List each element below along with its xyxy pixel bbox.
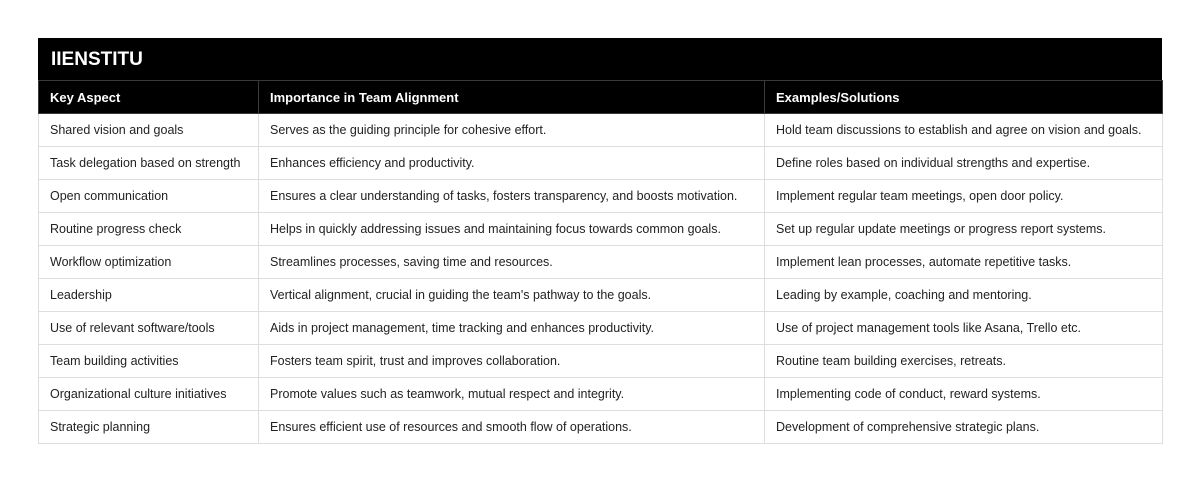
examples-cell: Set up regular update meetings or progress report systems. bbox=[765, 213, 1163, 246]
table-row bbox=[39, 114, 1163, 147]
examples-cell: Leading by example, coaching and mentoring. bbox=[765, 279, 1163, 312]
importance-cell: Aids in project management, time tracking and enhances productivity. bbox=[259, 312, 765, 345]
examples-cell: Development of comprehensive strategic plans. bbox=[765, 411, 1163, 444]
table-row bbox=[39, 411, 1163, 444]
table-row bbox=[39, 180, 1163, 213]
importance-cell: Fosters team spirit, trust and improves collaboration. bbox=[259, 345, 765, 378]
key-aspect-cell: Use of relevant software/tools bbox=[39, 312, 259, 345]
importance-cell: Ensures efficient use of resources and smooth flow of operations. bbox=[259, 411, 765, 444]
importance-cell: Serves as the guiding principle for cohesive effort. bbox=[259, 114, 765, 147]
brand-title: IIENSTITU bbox=[38, 38, 1162, 80]
examples-cell: Implement regular team meetings, open door policy. bbox=[765, 180, 1163, 213]
table-header bbox=[39, 81, 1163, 114]
table-row bbox=[39, 312, 1163, 345]
header-row bbox=[39, 81, 1163, 114]
examples-cell: Define roles based on individual strengths and expertise. bbox=[765, 147, 1163, 180]
key-aspect-cell: Strategic planning bbox=[39, 411, 259, 444]
table-row bbox=[39, 147, 1163, 180]
examples-cell: Implement lean processes, automate repetitive tasks. bbox=[765, 246, 1163, 279]
table-body bbox=[39, 114, 1163, 444]
examples-cell: Use of project management tools like Asana, Trello etc. bbox=[765, 312, 1163, 345]
table-row bbox=[39, 213, 1163, 246]
key-aspect-cell: Leadership bbox=[39, 279, 259, 312]
examples-cell: Hold team discussions to establish and agree on vision and goals. bbox=[765, 114, 1163, 147]
table-row bbox=[39, 378, 1163, 411]
header-key-aspect: Key Aspect bbox=[39, 81, 259, 114]
examples-cell: Routine team building exercises, retreats. bbox=[765, 345, 1163, 378]
importance-cell: Promote values such as teamwork, mutual respect and integrity. bbox=[259, 378, 765, 411]
examples-cell: Implementing code of conduct, reward systems. bbox=[765, 378, 1163, 411]
importance-cell: Helps in quickly addressing issues and maintaining focus towards common goals. bbox=[259, 213, 765, 246]
data-table bbox=[38, 80, 1163, 444]
table-row bbox=[39, 279, 1163, 312]
key-aspect-cell: Shared vision and goals bbox=[39, 114, 259, 147]
header-examples: Examples/Solutions bbox=[765, 81, 1163, 114]
table-container bbox=[38, 38, 1162, 444]
key-aspect-cell: Team building activities bbox=[39, 345, 259, 378]
importance-cell: Streamlines processes, saving time and resources. bbox=[259, 246, 765, 279]
key-aspect-cell: Routine progress check bbox=[39, 213, 259, 246]
key-aspect-cell: Organizational culture initiatives bbox=[39, 378, 259, 411]
importance-cell: Vertical alignment, crucial in guiding the team's pathway to the goals. bbox=[259, 279, 765, 312]
importance-cell: Ensures a clear understanding of tasks, fosters transparency, and boosts motivation. bbox=[259, 180, 765, 213]
table-row bbox=[39, 246, 1163, 279]
key-aspect-cell: Open communication bbox=[39, 180, 259, 213]
header-importance: Importance in Team Alignment bbox=[259, 81, 765, 114]
key-aspect-cell: Task delegation based on strength bbox=[39, 147, 259, 180]
key-aspect-cell: Workflow optimization bbox=[39, 246, 259, 279]
table-row bbox=[39, 345, 1163, 378]
importance-cell: Enhances efficiency and productivity. bbox=[259, 147, 765, 180]
